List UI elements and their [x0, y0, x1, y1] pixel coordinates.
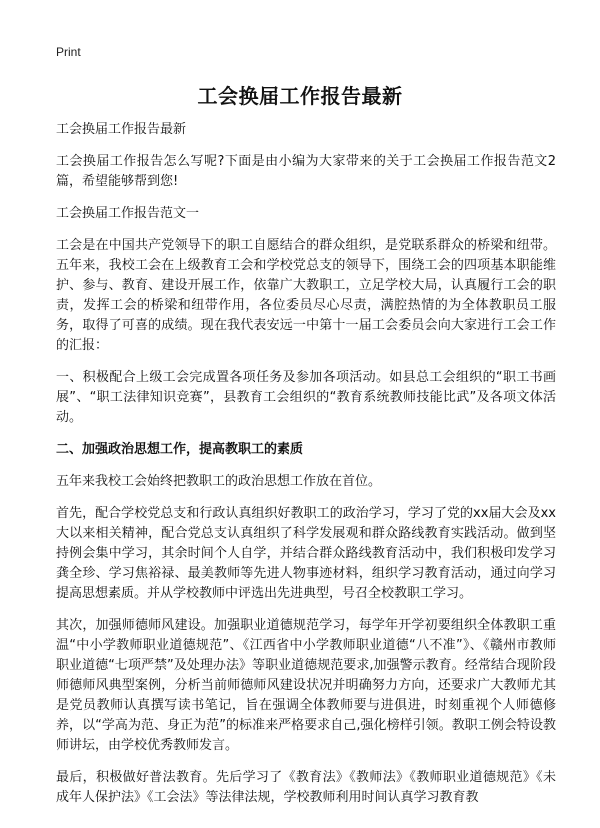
document-subtitle: 工会换届工作报告最新: [56, 122, 187, 137]
intro-paragraph: 工会换届工作报告怎么写呢?下面是由小编为大家带来的关于工会换届工作报告范文2篇，希望能够帮到您!: [56, 154, 556, 189]
print-link[interactable]: Print: [56, 45, 81, 59]
document-body: [56, 120, 556, 820]
paragraph-2: 一、积极配合上级工会完成置各项任务及参加各项活动。如县总工会组织的“职工书画展”、“职工法律知识竞赛”，县教育工会组织的“教育系统教师技能比武”及各项文体活动。: [56, 370, 556, 425]
paragraph-3: 五年来我校工会始终把教职工的政治思想工作放在首位。: [56, 474, 382, 489]
paragraph-6: 最后，积极做好普法教育。先后学习了《教育法》《教师法》《教师职业道德规范》《未成年人保护法》《工会法》等法律法规，学校教师利用时间认真学习教育教: [56, 770, 556, 805]
section-2-heading: 二、加强政治思想工作，提高教职工的素质: [56, 442, 304, 457]
paragraph-5: 其次，加强师德师风建设。加强职业道德规范学习，每学年开学初要组织全体教职工重温“中小学教师职业道德规范”、《江西省中小学教师职业道德“八不准”》、《赣州市教师职业道德“七项严禁”及处理办法》等职业道德规范要求,加强警示教育。经常结合现阶段师德师风典型案例，分析当前师德师风建设状况并明确努力方向，还要求广大教师尤其是党员教师认真撰写读书笔记，旨在强调全体教师要与进俱进，时刻重视个人师德修养，以“学高为范、身正为范”的标准来严格要求自己,强化榜样引领。教职工例会特设教师讲坛，由学校优秀教师发言。: [56, 618, 556, 753]
paragraph-4: 首先，配合学校党总支和行政认真组织好教职工的政治学习，学习了党的xx届大会及xx大以来相关精神，配合党总支认真组织了科学发展观和群众路线教育实践活动。做到坚持例会集中学习，其余时间个人自学，并结合群众路线教育活动中，我们积极印发学习龚全珍、学习焦裕禄、最美教师等先进人物事迹材料，组织学习教育活动，通过向学习提高思想素质。并从学校教师中评选出先进典型，号召全校教职工学习。: [56, 506, 556, 601]
sample-heading: 工会换届工作报告范文一: [56, 206, 200, 221]
paragraph-1: 工会是在中国共产党领导下的职工自愿结合的群众组织，是党联系群众的桥梁和纽带。五年来，我校工会在上级教育工会和学校党总支的领导下，围绕工会的四项基本职能维护、参与、教育、建设开展工作，依靠广大教职工，立足学校大局，认真履行工会的职责，发挥工会的桥梁和纽带作用，各位委员尽心尽责，满腔热情的为全体教职员工服务，取得了可喜的成绩。现在我代表安远一中第十一届工会委员会向大家进行工会工作的汇报：: [56, 238, 556, 353]
page-title: 工会换届工作报告最新: [197, 84, 403, 108]
